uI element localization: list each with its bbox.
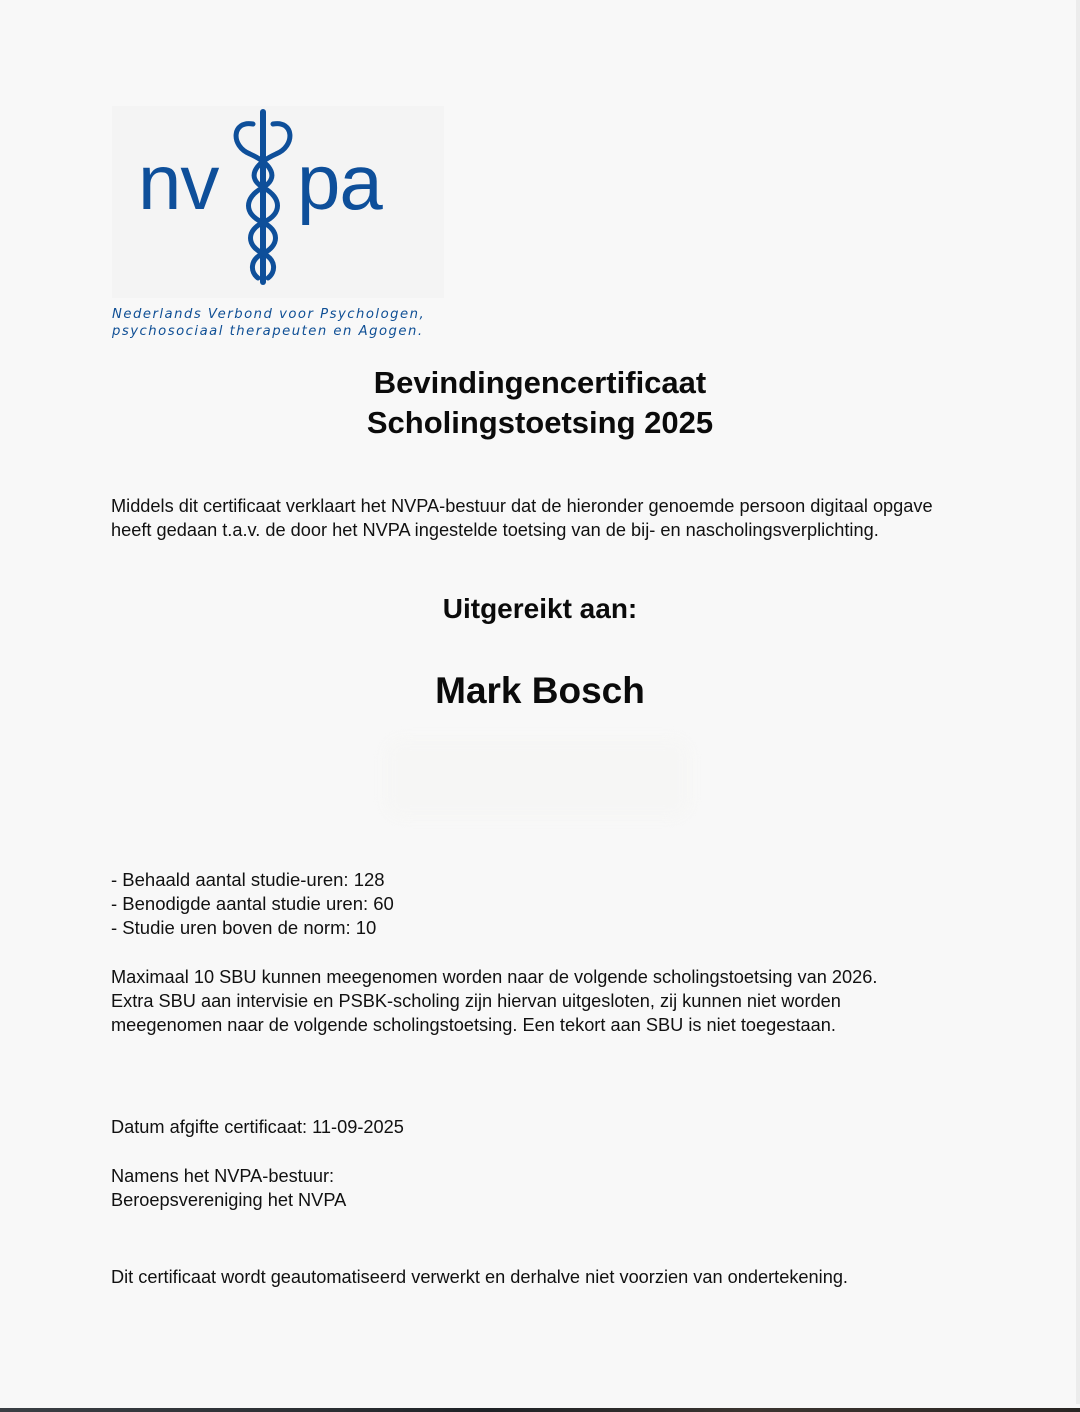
certificate-title bbox=[0, 363, 1080, 443]
issued-to-label: Uitgereikt aan: bbox=[442, 593, 638, 624]
signature-line1: Namens het NVPA-bestuur: bbox=[111, 1166, 335, 1186]
redacted-area bbox=[385, 738, 690, 818]
carry-over-rules bbox=[111, 965, 961, 1037]
issue-date: Datum afgifte certificaat: 11-09-2025 bbox=[111, 1117, 404, 1137]
study-hours-list bbox=[111, 868, 394, 940]
logo-tagline-line: Nederlands Verbond voor Psychologen, bbox=[112, 307, 426, 322]
logo-tagline bbox=[112, 306, 425, 340]
logo-tagline-line: psychosociaal therapeuten en Agogen. bbox=[112, 324, 424, 339]
staff-of-asclepius-icon bbox=[236, 112, 290, 282]
logo-wordmark-right: pa bbox=[297, 138, 382, 226]
logo-wordmark-left: nv bbox=[138, 138, 219, 226]
footer-note: Dit certificaat wordt geautomatiseerd verwerkt en derhalve niet voorzien van ondertekening. bbox=[111, 1267, 848, 1287]
rule-line: Maximaal 10 SBU kunnen meegenomen worden naar de volgende scholingstoetsing van 2026. bbox=[111, 967, 878, 987]
signature-line2: Beroepsvereniging het NVPA bbox=[111, 1190, 347, 1210]
study-hours-item: - Benodigde aantal studie uren: 60 bbox=[111, 893, 394, 914]
signature-block bbox=[111, 1164, 961, 1212]
rule-line: meegenomen naar de volgende scholingstoetsing. Een tekort aan SBU is niet toegestaan. bbox=[111, 1015, 836, 1035]
recipient-name: Mark Bosch bbox=[435, 670, 645, 711]
intro-paragraph: Middels dit certificaat verklaart het NVPA-bestuur dat de hieronder genoemde persoon digitaal opgave heeft gedaan t.a.v. de door het NVPA ingestelde toetsing van de bij- en nascholingsverplichting. bbox=[111, 496, 933, 540]
study-hours-item: - Behaald aantal studie-uren: 128 bbox=[111, 869, 385, 890]
certificate-title-line1: Bevindingencertificaat bbox=[373, 365, 707, 400]
bottom-strip bbox=[0, 1408, 1080, 1412]
study-hours-item: - Studie uren boven de norm: 10 bbox=[111, 917, 377, 938]
nvpa-logo bbox=[112, 106, 444, 298]
rule-line: Extra SBU aan intervisie en PSBK-scholing zijn hiervan uitgesloten, zij kunnen niet worden bbox=[111, 991, 841, 1011]
certificate-title-line2: Scholingstoetsing 2025 bbox=[366, 405, 714, 440]
